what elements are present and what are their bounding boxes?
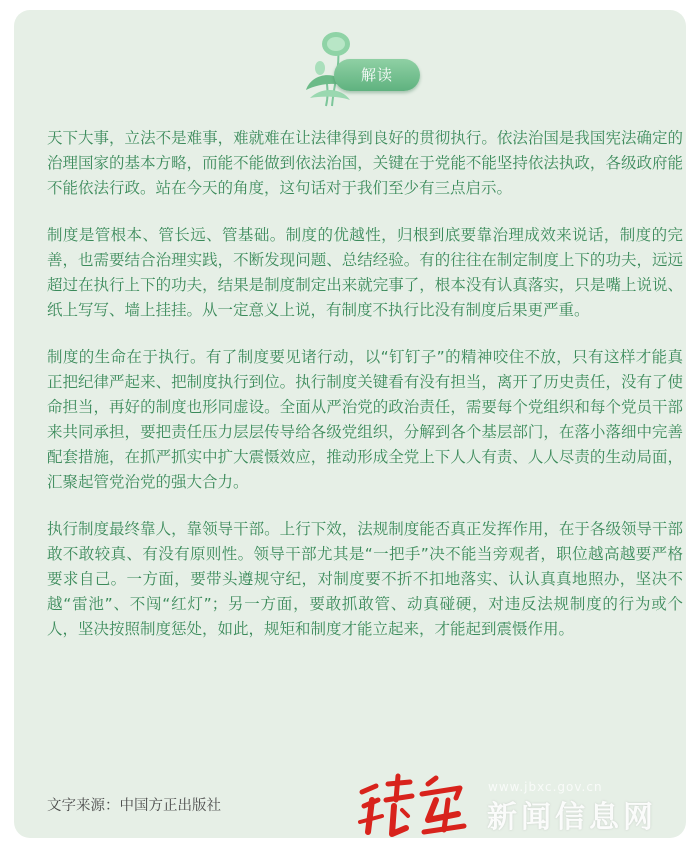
paragraph-3: 制度的生命在于执行。有了制度要见诸行动，以“钉钉子”的精神咬住不放，只有这样才能真正把纪律严起来、把制度执行到位。执行制度关键看有没有担当，离开了历史责任，没有了使命担当，再好的制度也形同虚设。全面从严治党的政治责任，需要每个党组织和每个党员干部来共同承担，要把责任压力层层传导给各级党组织，分解到各个基层部门，在落小落细中完善配套措施，在抓严抓实中扩大震慑效应，推动形成全党上下人人有责、人人尽责的生动局面，汇聚起管党治党的强大合力。 [47,348,683,491]
header-badge-group [298,28,432,108]
source-credit: 文字来源：中国方正出版社 [47,798,221,814]
article-body [47,126,683,664]
badge-label: 解读 [334,59,420,91]
paragraph-2: 制度是管根本、管长远、管基础。制度的优越性，归根到底要靠治理成效来说话，制度的完善，也需要结合治理实践，不断发现问题、总结经验。有的往往在制定制度上下的功夫，远远超过在执行上下的功夫，结果是制度制定出来就完事了，根本没有认真落实，只是嘴上说说、纸上写写、墙上挂挂。从一定意义上说，有制度不执行比没有制度后果更严重。 [47,226,683,319]
jingan-seal-logo [352,770,482,844]
paragraph-4: 执行制度最终靠人，靠领导干部。上行下效，法规制度能否真正发挥作用，在于各级领导干部敢不敢较真、有没有原则性。领导干部尤其是“一把手”决不能当旁观者，职位越高越要严格要求自己。一方面，要带头遵规守纪，对制度要不折不扣地落实、认认真真地照办，坚决不越“雷池”、不闯“红灯”；另一方面，要敢抓敢管、动真碰硬，对违反法规制度的行为或个人，坚决按照制度惩处，如此，规矩和制度才能立起来，才能起到震慑作用。 [47,520,683,638]
watermark-url: www.jbxc.gov.cn [488,780,603,794]
article-card [14,10,686,838]
watermark-site-name: 新闻信息网 [487,800,657,835]
paragraph-1: 天下大事，立法不是难事，难就难在让法律得到良好的贯彻执行。依法治国是我国宪法确定的治理国家的基本方略，而能不能做到依法治国，关键在于党能不能坚持依法执政，各级政府能不能依法行政。站在今天的角度，这句话对于我们至少有三点启示。 [47,129,683,197]
